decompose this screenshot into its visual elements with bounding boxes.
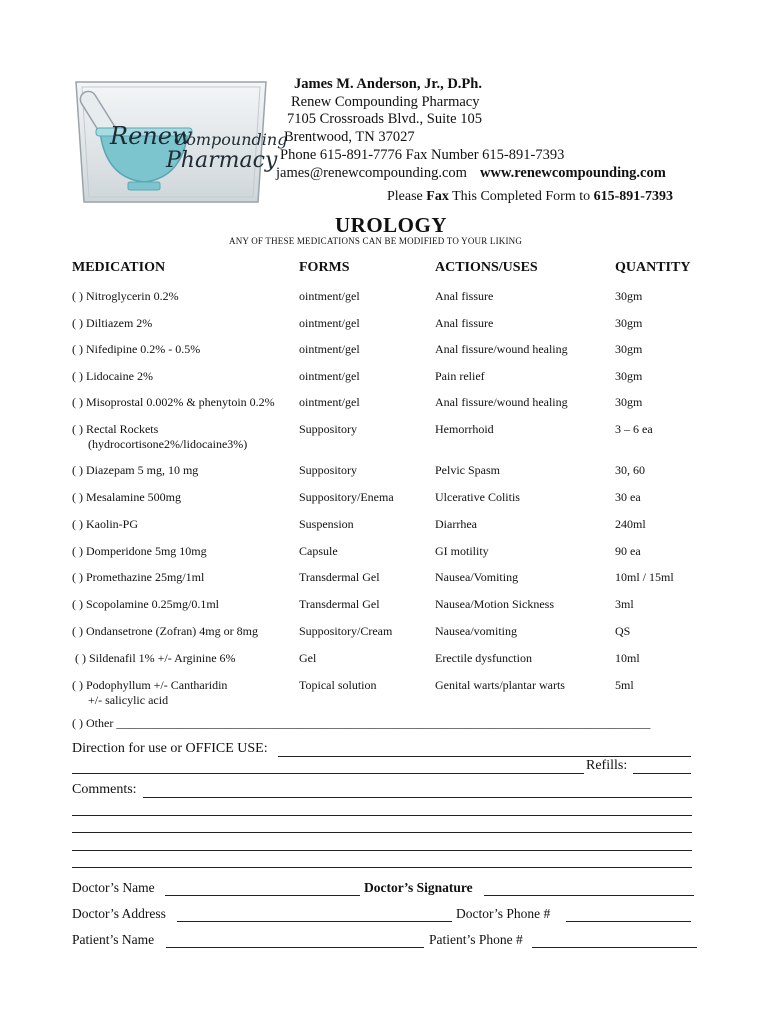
action-cell: Pain relief: [435, 369, 485, 383]
quantity-cell: 30, 60: [615, 463, 645, 477]
action-cell: Anal fissure: [435, 316, 494, 330]
action-cell: Hemorrhoid: [435, 422, 494, 436]
form-cell: Suppository/Enema: [299, 490, 394, 504]
medication-cell: ( ) Sildenafil 1% +/- Arginine 6%: [72, 651, 236, 665]
logo-text-renew: Renew: [110, 122, 193, 150]
medication-cell: ( ) Ondansetrone (Zofran) 4mg or 8mg: [72, 624, 258, 638]
direction-label: Direction for use or OFFICE USE:: [72, 741, 271, 757]
patient-phone-label: Patient’s Phone #: [429, 932, 523, 947]
direction-input-line[interactable]: [278, 756, 691, 757]
medication-subline: (hydrocortisone2%/lidocaine3%): [88, 437, 248, 451]
action-cell: Erectile dysfunction: [435, 651, 532, 665]
doctor-phone-input-line[interactable]: [566, 921, 691, 922]
business-name: Renew Compounding Pharmacy: [291, 94, 480, 110]
refills-input-line[interactable]: [633, 773, 691, 774]
form-cell: ointment/gel: [299, 369, 360, 383]
doctor-name-label: Doctor’s Name: [72, 880, 155, 895]
form-cell: Gel: [299, 651, 317, 665]
comments-label: Comments:: [72, 782, 137, 797]
form-cell: ointment/gel: [299, 316, 360, 330]
medication-cell: ( ) Diltiazem 2%: [72, 316, 153, 330]
medication-cell: ( ) Scopolamine 0.25mg/0.1ml: [72, 597, 219, 611]
action-cell: Anal fissure/wound healing: [435, 342, 568, 356]
quantity-cell: 30gm: [615, 395, 643, 409]
form-cell: Suppository: [299, 463, 358, 477]
medication-cell: ( ) Kaolin-PG: [72, 517, 138, 531]
form-cell: Suppository/Cream: [299, 624, 393, 638]
quantity-cell: 90 ea: [615, 544, 641, 558]
quantity-cell: 10ml: [615, 651, 640, 665]
action-cell: Pelvic Spasm: [435, 463, 500, 477]
column-header-medication: MEDICATION: [72, 260, 166, 275]
action-cell: Diarrhea: [435, 517, 477, 531]
address-line-1: 7105 Crossroads Blvd., Suite 105: [287, 111, 482, 127]
patient-phone-input-line[interactable]: [532, 947, 697, 948]
medication-cell: ( ) Domperidone 5mg 10mg: [72, 544, 207, 558]
medication-cell: ( ) Misoprostal 0.002% & phenytoin 0.2%: [72, 395, 275, 409]
doctor-address-label: Doctor’s Address: [72, 906, 166, 921]
action-cell: Nausea/Motion Sickness: [435, 597, 554, 611]
form-cell: Transdermal Gel: [299, 597, 380, 611]
doctor-signature-input-line[interactable]: [484, 895, 694, 896]
quantity-cell: 10ml / 15ml: [615, 570, 674, 584]
column-header-forms: FORMS: [299, 260, 350, 275]
action-cell: Genital warts/plantar warts: [435, 678, 565, 692]
pharmacy-logo: [70, 78, 288, 206]
form-cell: Suspension: [299, 517, 354, 531]
quantity-cell: 30gm: [615, 342, 643, 356]
quantity-cell: 30gm: [615, 369, 643, 383]
quantity-cell: 5ml: [615, 678, 634, 692]
form-cell: Capsule: [299, 544, 338, 558]
medication-cell: ( ) Mesalamine 500mg: [72, 490, 181, 504]
medication-cell: ( ) Nitroglycerin 0.2%: [72, 289, 179, 303]
address-line-2: Brentwood, TN 37027: [284, 129, 415, 145]
quantity-cell: 30gm: [615, 316, 643, 330]
column-header-quantity: QUANTITY: [615, 260, 691, 275]
form-cell: Transdermal Gel: [299, 570, 380, 584]
logo-text-pharmacy: Pharmacy: [166, 148, 278, 173]
comments-input-line[interactable]: [72, 815, 692, 816]
quantity-cell: QS: [615, 624, 631, 638]
comments-input-line[interactable]: [72, 867, 692, 868]
quantity-cell: 240ml: [615, 517, 646, 531]
medication-cell: ( ) Promethazine 25mg/1ml: [72, 570, 205, 584]
pharmacist-name: James M. Anderson, Jr., D.Ph.: [294, 76, 482, 92]
action-cell: Anal fissure: [435, 289, 494, 303]
form-cell: ointment/gel: [299, 395, 360, 409]
page-title: UROLOGY: [335, 213, 448, 237]
quantity-cell: 3ml: [615, 597, 634, 611]
doctor-name-input-line[interactable]: [165, 895, 360, 896]
medication-cell: ( ) Nifedipine 0.2% - 0.5%: [72, 342, 201, 356]
medication-cell: ( ) Podophyllum +/- Cantharidin: [72, 678, 228, 692]
comments-input-line[interactable]: [72, 850, 692, 851]
patient-name-label: Patient’s Name: [72, 932, 155, 947]
quantity-cell: 30 ea: [615, 490, 641, 504]
logo-text-compounding: Compounding: [174, 130, 288, 149]
other-medication-field[interactable]: ( ) Other _________________________________________________________________________________________: [72, 716, 651, 730]
comments-input-line[interactable]: [143, 797, 692, 798]
refills-label: Refills:: [586, 758, 628, 773]
doctor-address-input-line[interactable]: [177, 921, 452, 922]
quantity-cell: 3 – 6 ea: [615, 422, 653, 436]
action-cell: Anal fissure/wound healing: [435, 395, 568, 409]
email-address[interactable]: james@renewcompounding.com: [276, 165, 467, 181]
direction-input-line-2[interactable]: [72, 773, 584, 774]
page-subtitle: ANY OF THESE MEDICATIONS CAN BE MODIFIED TO YOUR LIKING: [229, 236, 523, 246]
quantity-cell: 30gm: [615, 289, 643, 303]
comments-input-line[interactable]: [72, 832, 692, 833]
medication-cell: ( ) Lidocaine 2%: [72, 369, 153, 383]
doctor-signature-label: Doctor’s Signature: [364, 880, 473, 895]
doctor-phone-label: Doctor’s Phone #: [456, 906, 551, 921]
medication-subline: +/- salicylic acid: [88, 693, 169, 707]
action-cell: GI motility: [435, 544, 489, 558]
form-cell: Topical solution: [299, 678, 377, 692]
form-cell: ointment/gel: [299, 289, 360, 303]
fax-prompt: Please Fax This Completed Form to 615-891-7393: [387, 189, 673, 204]
action-cell: Ulcerative Colitis: [435, 490, 520, 504]
form-cell: ointment/gel: [299, 342, 360, 356]
column-header-actions: ACTIONS/USES: [435, 260, 538, 275]
form-cell: Suppository: [299, 422, 358, 436]
patient-name-input-line[interactable]: [166, 947, 424, 948]
action-cell: Nausea/Vomiting: [435, 570, 519, 584]
website-link[interactable]: www.renewcompounding.com: [480, 165, 666, 181]
action-cell: Nausea/vomiting: [435, 624, 517, 638]
phone-fax-line: Phone 615-891-7776 Fax Number 615-891-7393: [280, 147, 565, 163]
medication-cell: ( ) Rectal Rockets: [72, 422, 159, 436]
medication-cell: ( ) Diazepam 5 mg, 10 mg: [72, 463, 199, 477]
